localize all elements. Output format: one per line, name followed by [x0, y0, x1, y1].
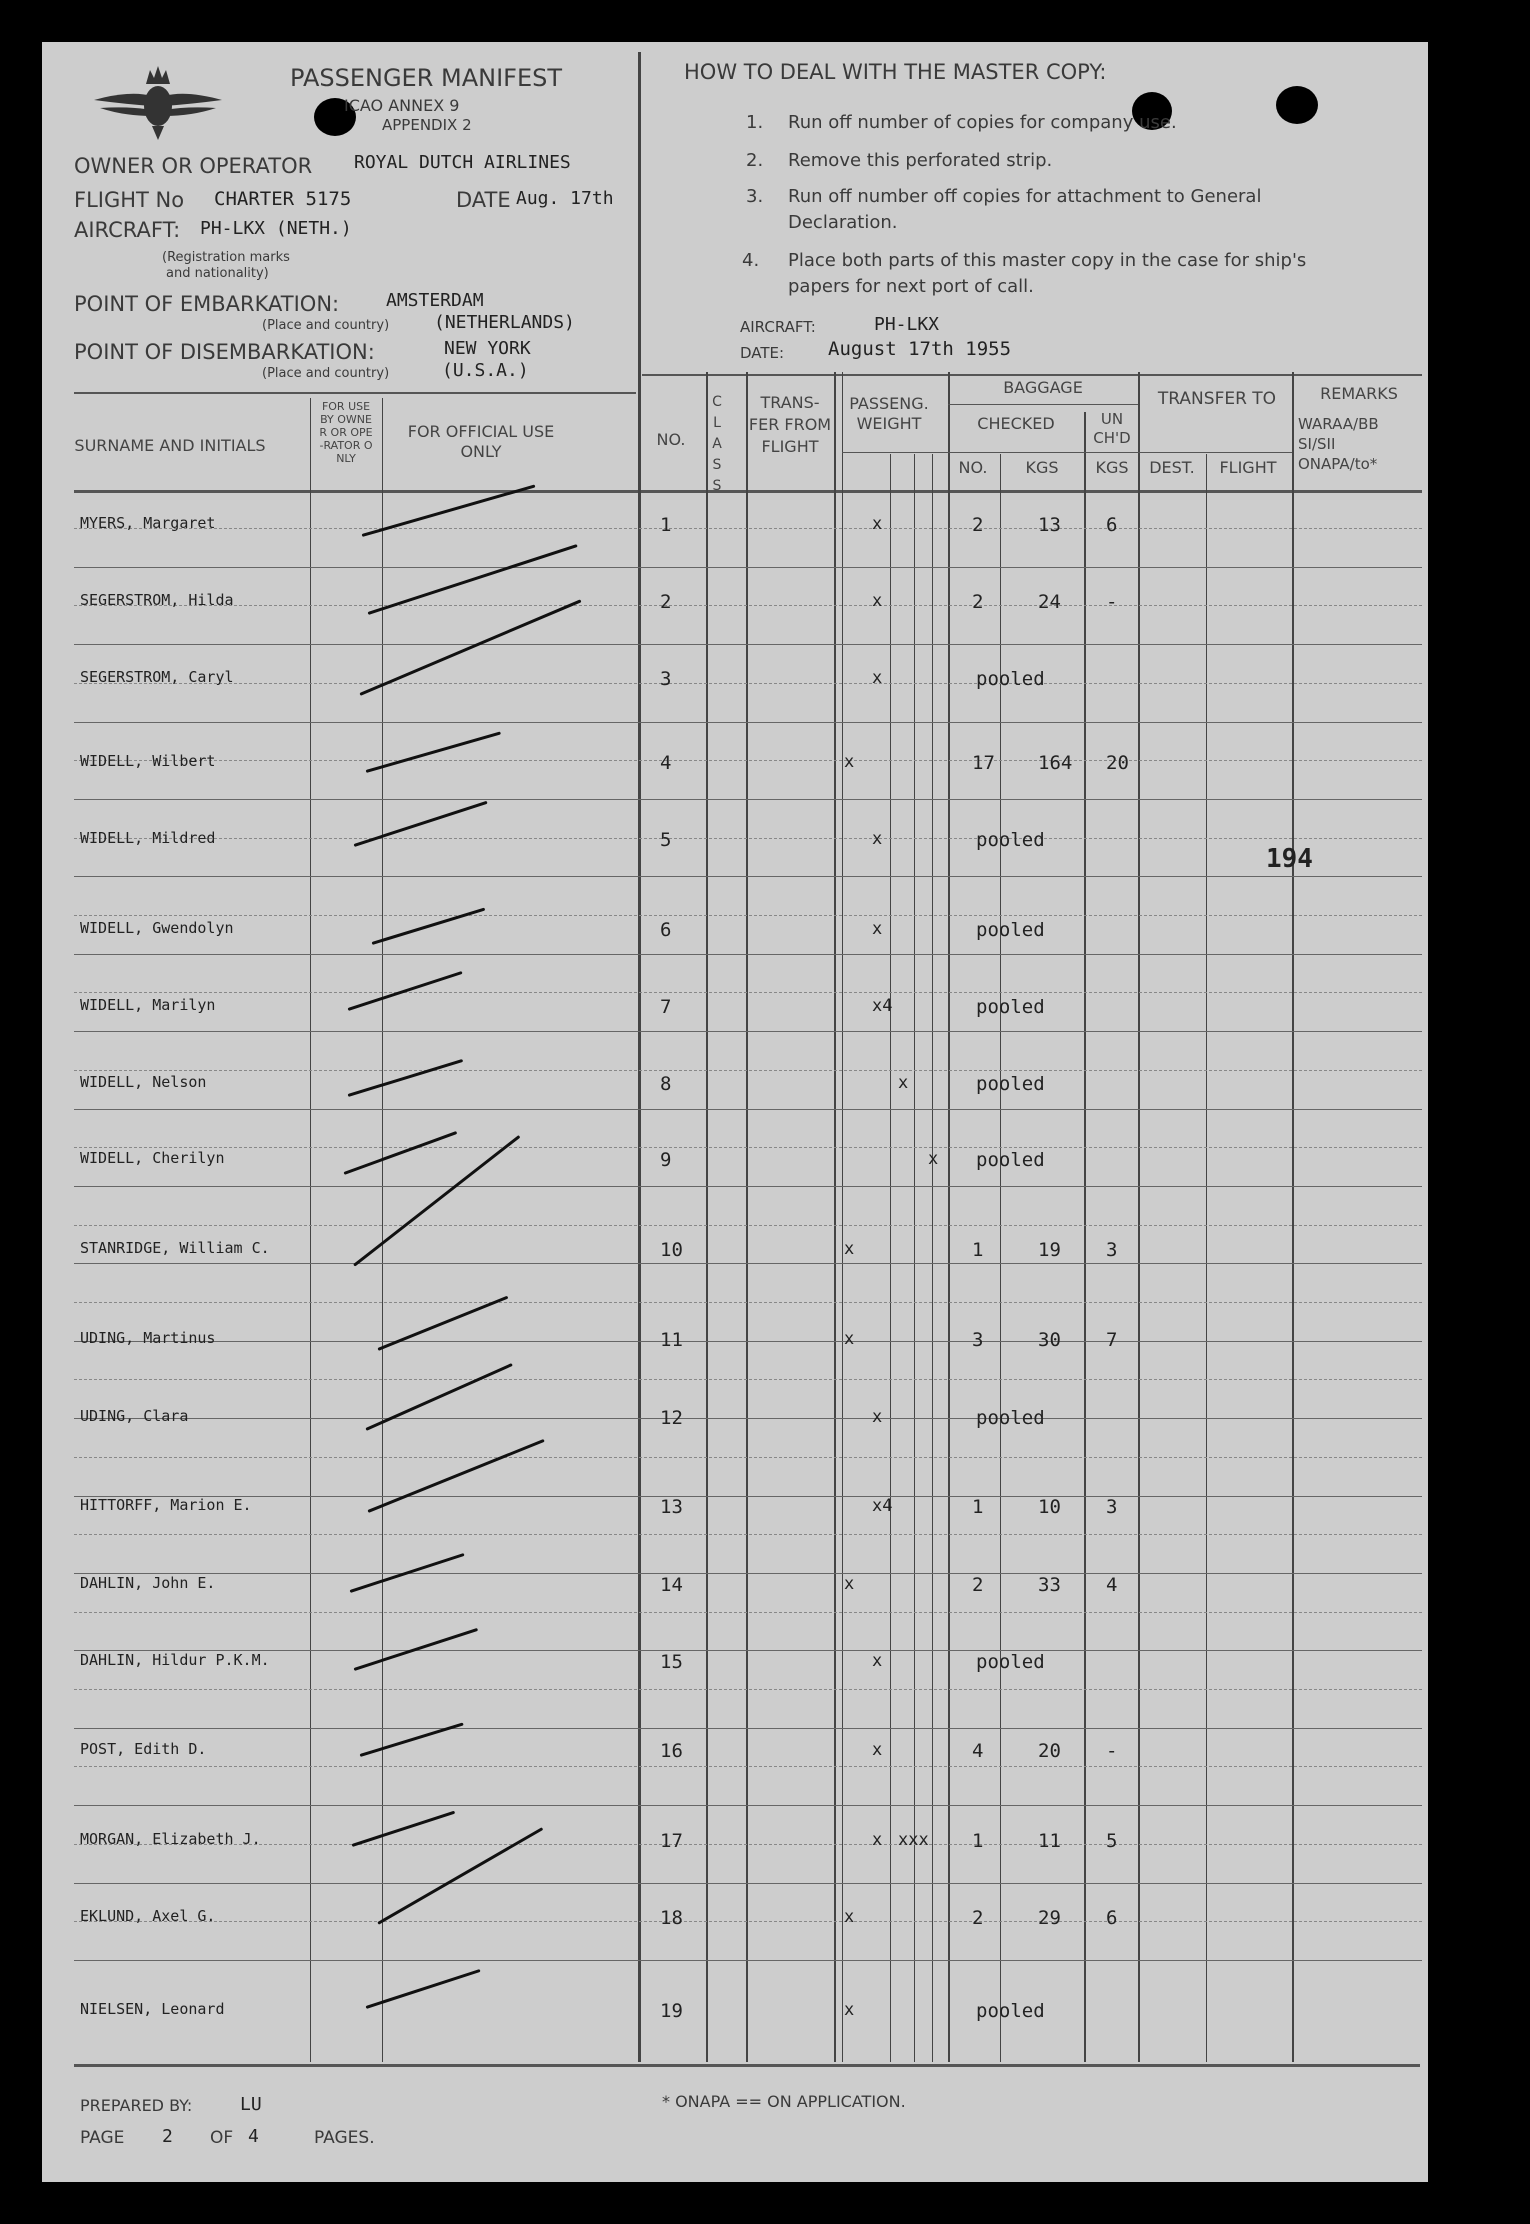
- row-rule: [74, 1379, 1422, 1380]
- row-rule: [74, 1650, 1422, 1651]
- weight-mark: x: [898, 1073, 909, 1093]
- aircraft-value: PH-LKX (NETH.): [200, 218, 352, 239]
- footer-rule: [74, 2064, 1420, 2067]
- weight-mark: x: [872, 919, 883, 939]
- check-mark-stroke: [365, 1363, 512, 1431]
- passenger-no: 17: [660, 1830, 683, 1852]
- header-unchd-kgs: KGS: [1095, 458, 1129, 477]
- column-divider: [914, 454, 915, 2062]
- column-divider: [932, 454, 933, 2062]
- weight-mark: x: [928, 1149, 939, 1169]
- header-rule: [74, 392, 636, 394]
- disembarkation-label: POINT OF DISEMBARKATION:: [74, 340, 375, 364]
- registration-note: and nationality): [166, 266, 269, 281]
- checked-bag-count: 1: [972, 1830, 984, 1852]
- row-rule: [74, 1302, 1422, 1303]
- passenger-name: WIDELL, Mildred: [80, 829, 216, 847]
- unchecked-kgs: 3: [1106, 1239, 1118, 1261]
- row-rule: [74, 1573, 1422, 1574]
- header-official-use: FOR OFFICIAL USE ONLY: [407, 422, 555, 461]
- row-rule: [74, 644, 1422, 645]
- manifest-title: PASSENGER MANIFEST: [290, 64, 563, 92]
- passenger-no: 15: [660, 1651, 683, 1673]
- header-remarks: REMARKS: [1320, 384, 1398, 403]
- passenger-no: 12: [660, 1407, 683, 1429]
- pooled-note: pooled: [976, 2000, 1045, 2022]
- passenger-name: WIDELL, Marilyn: [80, 996, 216, 1014]
- unchecked-kgs: -: [1106, 1740, 1118, 1762]
- row-rule: [74, 1728, 1422, 1729]
- row-rule: [74, 605, 1422, 606]
- row-rule: [74, 1883, 1422, 1884]
- instruction-text: Remove this perforated strip.: [788, 150, 1053, 171]
- prepared-by-label: PREPARED BY:: [80, 2096, 193, 2115]
- checked-bag-kgs: 33: [1038, 1574, 1061, 1596]
- unchecked-kgs: 6: [1106, 1907, 1118, 1929]
- row-rule: [74, 1805, 1422, 1806]
- pooled-note: pooled: [976, 668, 1045, 690]
- passenger-no: 1: [660, 514, 672, 536]
- check-mark-stroke: [372, 908, 486, 945]
- baggage-rule: [948, 404, 1138, 405]
- row-rule: [74, 1612, 1422, 1613]
- checked-bag-count: 2: [972, 1574, 984, 1596]
- passenger-name: MYERS, Margaret: [80, 514, 216, 532]
- checked-bag-kgs: 13: [1038, 514, 1061, 536]
- row-rule: [74, 1225, 1422, 1226]
- unchecked-kgs: 4: [1106, 1574, 1118, 1596]
- place-note: (Place and country): [262, 366, 390, 381]
- passenger-no: 3: [660, 668, 672, 690]
- check-mark-stroke: [354, 801, 488, 847]
- check-mark-stroke: [352, 1811, 456, 1847]
- header-owner-use: FOR USE BY OWNER OR OPE-RATOR ONLY: [319, 400, 373, 465]
- row-rule: [74, 1147, 1422, 1148]
- passenger-name: SEGERSTROM, Hilda: [80, 591, 234, 609]
- header-transfer-to: TRANSFER TO: [1157, 389, 1277, 409]
- passenger-name: EKLUND, Axel G.: [80, 1907, 216, 1925]
- unchecked-kgs: 20: [1106, 752, 1129, 774]
- table-header-rule: [74, 490, 1422, 493]
- weight-mark: x: [872, 668, 883, 688]
- footnote: * ONAPA == ON APPLICATION.: [662, 2092, 906, 2111]
- instruction-number: 2.: [746, 150, 764, 171]
- row-rule: [74, 838, 1422, 839]
- total-pages: 4: [248, 2126, 259, 2147]
- weight-mark: x4: [872, 996, 893, 1016]
- checked-bag-count: 2: [972, 591, 984, 613]
- header-baggage: BAGGAGE: [1003, 378, 1083, 397]
- row-rule: [74, 1534, 1422, 1535]
- pooled-note: pooled: [976, 919, 1045, 941]
- handwritten-annotation: 194: [1266, 844, 1313, 874]
- header-flight: FLIGHT: [1219, 458, 1277, 477]
- prepared-by-value: LU: [240, 2094, 262, 2115]
- punch-hole: [1276, 86, 1318, 124]
- row-rule: [74, 1418, 1422, 1419]
- aircraft-label: AIRCRAFT:: [74, 218, 181, 242]
- pooled-note: pooled: [976, 829, 1045, 851]
- passenger-name: HITTORFF, Marion E.: [80, 1496, 252, 1514]
- instruction-text-continued: Declaration.: [788, 212, 898, 233]
- pooled-note: pooled: [976, 1073, 1045, 1095]
- header-unchd: UN CH'D: [1093, 410, 1131, 447]
- header-transfer-from: TRANS-FER FROM FLIGHT: [748, 393, 832, 456]
- passenger-name: NIELSEN, Leonard: [80, 2000, 225, 2018]
- column-divider: [706, 372, 708, 2062]
- header-no: NO.: [656, 430, 686, 449]
- place-note: (Place and country): [262, 318, 390, 333]
- column-divider: [1138, 372, 1140, 2062]
- row-rule: [74, 915, 1422, 916]
- owner-label: OWNER OR OPERATOR: [74, 154, 313, 178]
- instruction-text: Run off number of copies for company use.: [788, 112, 1177, 133]
- instruction-number: 4.: [742, 250, 760, 271]
- passenger-no: 4: [660, 752, 672, 774]
- registration-note: (Registration marks: [162, 250, 290, 265]
- passenger-no: 10: [660, 1239, 683, 1261]
- weight-mark: x: [872, 514, 883, 534]
- weight-mark: x: [872, 1407, 883, 1427]
- passenger-no: 6: [660, 919, 672, 941]
- instr-aircraft-value: PH-LKX: [874, 314, 940, 335]
- embarkation-label: POINT OF EMBARKATION:: [74, 292, 340, 316]
- header-bag-kgs: KGS: [1025, 458, 1059, 477]
- checked-bag-kgs: 11: [1038, 1830, 1061, 1852]
- of-label: OF: [210, 2128, 234, 2148]
- passenger-name: STANRIDGE, William C.: [80, 1239, 270, 1257]
- pooled-note: pooled: [976, 1149, 1045, 1171]
- row-rule: [74, 683, 1422, 684]
- table-top-rule: [642, 374, 1422, 376]
- row-rule: [74, 1070, 1422, 1071]
- date-value: Aug. 17th: [516, 188, 614, 209]
- row-rule: [74, 1921, 1422, 1922]
- header-bag-no: NO.: [958, 458, 988, 477]
- weight-mark: x: [844, 1574, 855, 1594]
- unchecked-kgs: 5: [1106, 1830, 1118, 1852]
- passenger-no: 19: [660, 2000, 683, 2022]
- weight-mark: x: [844, 1329, 855, 1349]
- annex-label: ICAO ANNEX 9: [344, 96, 460, 115]
- weight-mark: x: [844, 1239, 855, 1259]
- row-rule: [74, 876, 1422, 877]
- row-rule: [74, 1960, 1422, 1961]
- manifest-sheet: [42, 42, 1428, 2182]
- passenger-name: DAHLIN, John E.: [80, 1574, 216, 1592]
- check-mark-stroke: [368, 544, 578, 615]
- passenger-name: WIDELL, Wilbert: [80, 752, 216, 770]
- passenger-name: SEGERSTROM, Caryl: [80, 668, 234, 686]
- weight-mark: x: [872, 591, 883, 611]
- checked-bag-kgs: 10: [1038, 1496, 1061, 1518]
- instruction-text-continued: papers for next port of call.: [788, 276, 1034, 297]
- column-divider: [842, 372, 843, 2062]
- column-divider: [382, 398, 383, 2062]
- passenger-no: 13: [660, 1496, 683, 1518]
- instruction-number: 1.: [746, 112, 764, 133]
- column-divider: [746, 372, 748, 2062]
- weight-mark: x: [844, 1907, 855, 1927]
- header-class: C L A S S: [712, 394, 722, 494]
- instruction-text: Place both parts of this master copy in the case for ship's: [788, 250, 1307, 271]
- passenger-name: WIDELL, Cherilyn: [80, 1149, 225, 1167]
- checked-bag-count: 2: [972, 1907, 984, 1929]
- column-divider: [1084, 412, 1086, 2062]
- row-rule: [74, 954, 1422, 955]
- owner-value: ROYAL DUTCH AIRLINES: [354, 152, 571, 173]
- row-rule: [74, 1263, 1422, 1264]
- instructions-title: HOW TO DEAL WITH THE MASTER COPY:: [684, 60, 1107, 84]
- checked-bag-count: 2: [972, 514, 984, 536]
- unchecked-kgs: 6: [1106, 514, 1118, 536]
- pooled-note: pooled: [976, 1651, 1045, 1673]
- row-rule: [74, 1109, 1422, 1110]
- page-number: 2: [162, 2126, 173, 2147]
- header-remarks-codes: WARAA/BB SI/SII ONAPA/to*: [1298, 415, 1379, 473]
- passenger-name: UDING, Martinus: [80, 1329, 216, 1347]
- checked-bag-kgs: 29: [1038, 1907, 1061, 1929]
- row-rule: [74, 722, 1422, 723]
- instruction-text: Run off number off copies for attachment to General: [788, 186, 1262, 207]
- row-rule: [74, 1457, 1422, 1458]
- passenger-no: 7: [660, 996, 672, 1018]
- passenger-name: WIDELL, Nelson: [80, 1073, 207, 1091]
- header-checked: CHECKED: [977, 414, 1055, 433]
- row-rule: [74, 1844, 1422, 1845]
- weight-mark: x: [872, 1651, 883, 1671]
- column-divider: [890, 454, 891, 2062]
- instr-date-value: August 17th 1955: [828, 338, 1012, 360]
- row-rule: [74, 567, 1422, 568]
- page-label: PAGE: [80, 2128, 125, 2148]
- check-mark-stroke: [343, 1131, 457, 1175]
- column-divider: [948, 372, 950, 2062]
- passenger-no: 18: [660, 1907, 683, 1929]
- checked-bag-kgs: 20: [1038, 1740, 1061, 1762]
- instruction-number: 3.: [746, 186, 764, 207]
- passenger-name: UDING, Clara: [80, 1407, 189, 1425]
- date-label: DATE: [456, 188, 511, 212]
- pooled-note: pooled: [976, 996, 1045, 1018]
- header-surname: SURNAME AND INITIALS: [74, 436, 266, 455]
- row-rule: [74, 1496, 1422, 1497]
- passenger-no: 16: [660, 1740, 683, 1762]
- subheader-rule: [1138, 452, 1292, 453]
- row-rule: [74, 1689, 1422, 1690]
- check-mark-stroke: [367, 1439, 544, 1513]
- row-rule: [74, 799, 1422, 800]
- column-divider: [1206, 454, 1207, 2062]
- embarkation-value: AMSTERDAM: [386, 290, 484, 311]
- unchecked-kgs: -: [1106, 591, 1118, 613]
- embarkation-country: (NETHERLANDS): [434, 312, 575, 333]
- weight-mark: xxx: [898, 1830, 929, 1850]
- passenger-no: 8: [660, 1073, 672, 1095]
- weight-mark: x4: [872, 1496, 893, 1516]
- checked-bag-count: 1: [972, 1496, 984, 1518]
- passenger-no: 14: [660, 1574, 683, 1596]
- passenger-name: DAHLIN, Hildur P.K.M.: [80, 1651, 270, 1669]
- check-mark-stroke: [377, 1296, 508, 1351]
- passenger-no: 5: [660, 829, 672, 851]
- checked-bag-count: 1: [972, 1239, 984, 1261]
- disembarkation-country: (U.S.A.): [442, 360, 529, 381]
- header-passeng-weight: PASSENG. WEIGHT: [849, 394, 929, 433]
- flight-label: FLIGHT No: [74, 188, 185, 212]
- column-divider: [1000, 454, 1001, 2062]
- check-mark-stroke: [348, 1059, 464, 1097]
- weight-mark: x: [872, 1740, 883, 1760]
- checked-bag-kgs: 30: [1038, 1329, 1061, 1351]
- row-rule: [74, 1031, 1422, 1032]
- disembarkation-value: NEW YORK: [444, 338, 531, 359]
- check-mark-stroke: [348, 971, 463, 1011]
- unchecked-kgs: 7: [1106, 1329, 1118, 1351]
- instr-aircraft-label: AIRCRAFT:: [740, 318, 816, 336]
- column-divider: [638, 372, 641, 2062]
- unchecked-kgs: 3: [1106, 1496, 1118, 1518]
- passenger-name: WIDELL, Gwendolyn: [80, 919, 234, 937]
- passenger-no: 2: [660, 591, 672, 613]
- weight-mark: x: [844, 752, 855, 772]
- airline-crown-logo: [90, 60, 226, 142]
- instr-date-label: DATE:: [740, 344, 785, 362]
- checked-bag-kgs: 164: [1038, 752, 1073, 774]
- checked-bag-kgs: 19: [1038, 1239, 1061, 1261]
- checked-bag-count: 3: [972, 1329, 984, 1351]
- passenger-no: 9: [660, 1149, 672, 1171]
- appendix-label: APPENDIX 2: [382, 116, 472, 134]
- checked-bag-count: 17: [972, 752, 995, 774]
- row-rule: [74, 760, 1422, 761]
- check-mark-stroke: [366, 731, 501, 772]
- header-dest: DEST.: [1149, 458, 1195, 477]
- weight-mark: x: [872, 1830, 883, 1850]
- row-rule: [74, 528, 1422, 529]
- column-divider: [1292, 372, 1294, 2062]
- pooled-note: pooled: [976, 1407, 1045, 1429]
- weight-mark: x: [844, 2000, 855, 2020]
- check-mark-stroke: [353, 1135, 520, 1267]
- row-rule: [74, 1186, 1422, 1187]
- header-divider: [638, 52, 641, 372]
- column-divider: [834, 372, 836, 2062]
- checked-bag-kgs: 24: [1038, 591, 1061, 613]
- check-mark-stroke: [359, 599, 581, 696]
- passenger-no: 11: [660, 1329, 683, 1351]
- flight-value: CHARTER 5175: [214, 188, 352, 210]
- passenger-name: POST, Edith D.: [80, 1740, 207, 1758]
- weight-mark: x: [872, 829, 883, 849]
- row-rule: [74, 1341, 1422, 1342]
- row-rule: [74, 992, 1422, 993]
- passenger-name: MORGAN, Elizabeth J.: [80, 1830, 261, 1848]
- column-divider: [310, 398, 311, 2062]
- check-mark-stroke: [377, 1827, 543, 1925]
- pages-label: PAGES.: [314, 2128, 375, 2148]
- row-rule: [74, 1766, 1422, 1767]
- checked-bag-count: 4: [972, 1740, 984, 1762]
